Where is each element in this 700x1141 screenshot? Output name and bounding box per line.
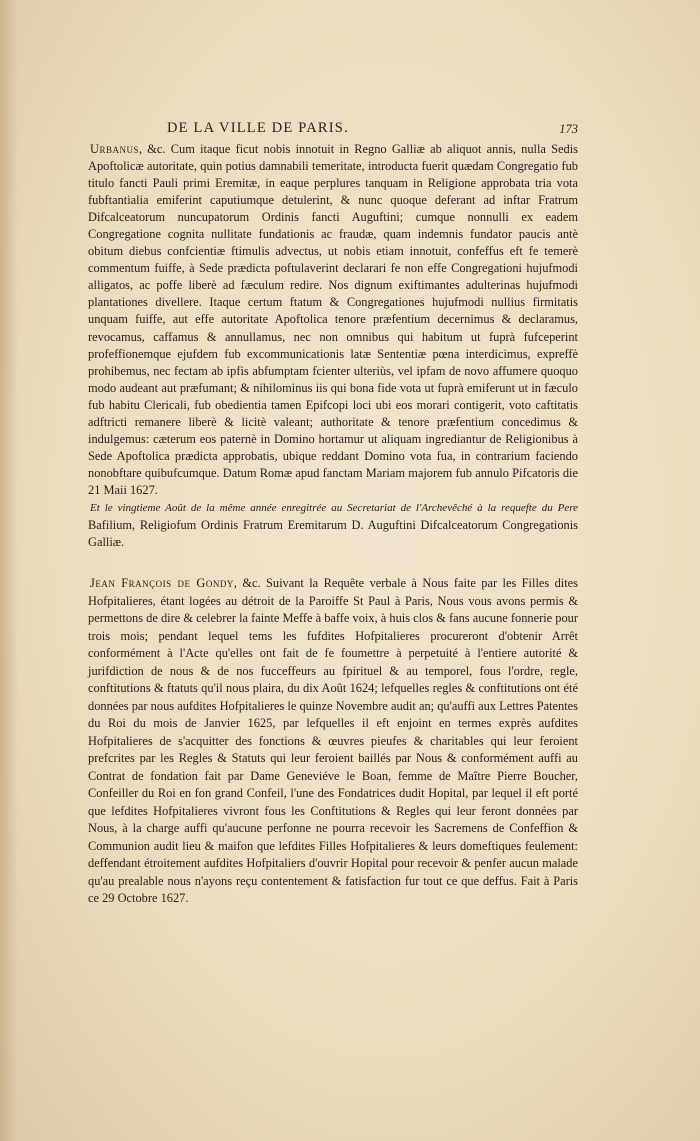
section-divider: [88, 551, 578, 575]
running-head: [167, 120, 578, 140]
gondy-opening: Jean François de Gondy: [90, 576, 234, 591]
registration-note-roman: Bafilium, Religiofum Ordinis Fratrum Eremitarum D. Auguftini Difcalceatorum Congregationis Galliæ.: [88, 518, 578, 550]
urbanus-opening: Urbanus: [90, 142, 139, 156]
registration-note: [88, 499, 578, 551]
gondy-body: , &c. Suivant la Requête verbale à Nous faite par les Filles dites Hofpitalieres, étant logées au détroit de la Paroiffe St Paul à Paris, Nous vous avons permis & permettons de dire & celebrer la fainte Meffe à baffe voix, à huis clos & fans aucune fonnerie pour trois mois; pendant lequel tems les fufdites Hofpitalieres procureront d'obtenir Arrêt conformément à l'Acte qu'elles ont fait de fe foumettre à perpetuité à l'entiere autorité & jurifdiction de nous & de nos fucceffeurs au fpirituel & au temporel, fous l'ordre, regle, conftitutions & ftatuts qu'il nous plaira, du dix Août 1624; lefquelles regles & conftitutions ont été données par nous aufdites Hofpitalieres le quinze Novembre audit an; qu'auffi aux Lettres Patentes du Roi du mois de Janvier 1625, par lefquelles il eft enjoint en termes exprès aufdites Hofpitalieres de s'acquitter des fonctions & œuvres pieufes & charitables qui leur feroient prefcrites par les Regles & Statuts qui leur feroient baillés par Nous & conformément auffi au Contrat de fondation fait par Dame Geneviéve le Boan, femme de Maître Pierre Boucher, Confeiller du Roi en fon grand Confeil, l'une des Fondatrices dudit Hopital, par lequel il eft porté que lefdites Hofpitalieres vivront fous les Conftitutions & Regles qui leur feront données par Nous, à la charge auffi qu'aucune perfonne ne pourra recevoir les Sacremens de Confeffion & Communion audit lieu & maifon que lefdites Filles Hofpitalieres & leurs domeftiques feulement: deffendant étroitement aufdites Hofpitaliers d'ouvrir Hopital pour recevoir & penfer aucun malade qu'au prealable nous n'ayons reçu contentement & fatisfaction fur tout ce que deffus. Fait à Paris ce 29 Octobre 1627.: [88, 576, 579, 906]
gondy-ordinance-paragraph: [88, 575, 578, 908]
registration-note-italic: Et le vingtieme Août de la même année enregitrée au Secretariat de l'Archevêché à la requefte du Pere: [90, 501, 578, 514]
page-number: 173: [559, 122, 578, 136]
running-head-title: DE LA VILLE DE PARIS.: [167, 120, 349, 136]
main-text: [88, 141, 578, 908]
papal-bull-paragraph: [88, 141, 578, 499]
urbanus-body: , &c. Cum itaque ficut nobis innotuit in Regno Galliæ ab aliquot annis, nulla Sedis Apoftolicæ autoritate, quin potius damnabili temeritate, introducta fuerit quædam Congregatio fub titulo fancti Pauli primi Eremitæ, in eaque perplures tanquam in Religione approbata tria vota fubftantialia emiferint caputiumque detulerint, & nunc quoque deferant ad inftar Fratrum Difcalceatorum nuncupatorum Ordinis fancti Auguftini; cumque nonnulli ex eadem Congregatione cognita nullitate fundationis ac fraudæ, quam indemnis fundator paucis antè obitum diebus confcientiæ ftimulis advectus, ut nobis etiam innotuit, confeffus eft fe temerè commentum fuiffe, à Sede prædicta poftulaverint declarari fe non effe Congregationi hujufmodi alligatos, ac poffe liberè ad fæculum redire. Nos dignum exiftimantes adulterinas hujufmodi plantationes divellere. Itaque certum ftatum & Congregationes hujufmodi nullius firmitatis unquam fuiffe, aut effe autoritate Apoftolica tenore præfentium decernimus & declaramus, revocamus, caffamus & annullamus, nec non omnibus qui habitum ut fuprà fufceperint profeffionemque ejufdem fub excommunicationis latæ Sententiæ pœna interdicimus, expreffè prohibemus, nec fectam ab ipfis abfumptam fcienter ulteriùs, vel ipfam de novo affumere quoquo modo audeant aut præfumant; & nihilominus iis qui bona fide vota ut fuprà emiferunt ut in fæculo fub habitu Clericali, fub obedientia tamen Epifcopi loci ubi eos morari contigerit, voto caftitatis adftricti remanere liberè & licitè valeant; authoritate & tenore præfentium concedimus & indulgemus: cæterum eos paternè in Domino hortamur ut aliquam ingrediantur de Religionibus à Sede Apoftolica prædicta approbatis, ubique reddant Domino vota fua, in contrarium faciendo nonobftare quibufcumque. Datum Romæ apud fanctam Mariam majorem fub annulo Pifcatoris die 21 Maii 1627.: [88, 142, 578, 497]
